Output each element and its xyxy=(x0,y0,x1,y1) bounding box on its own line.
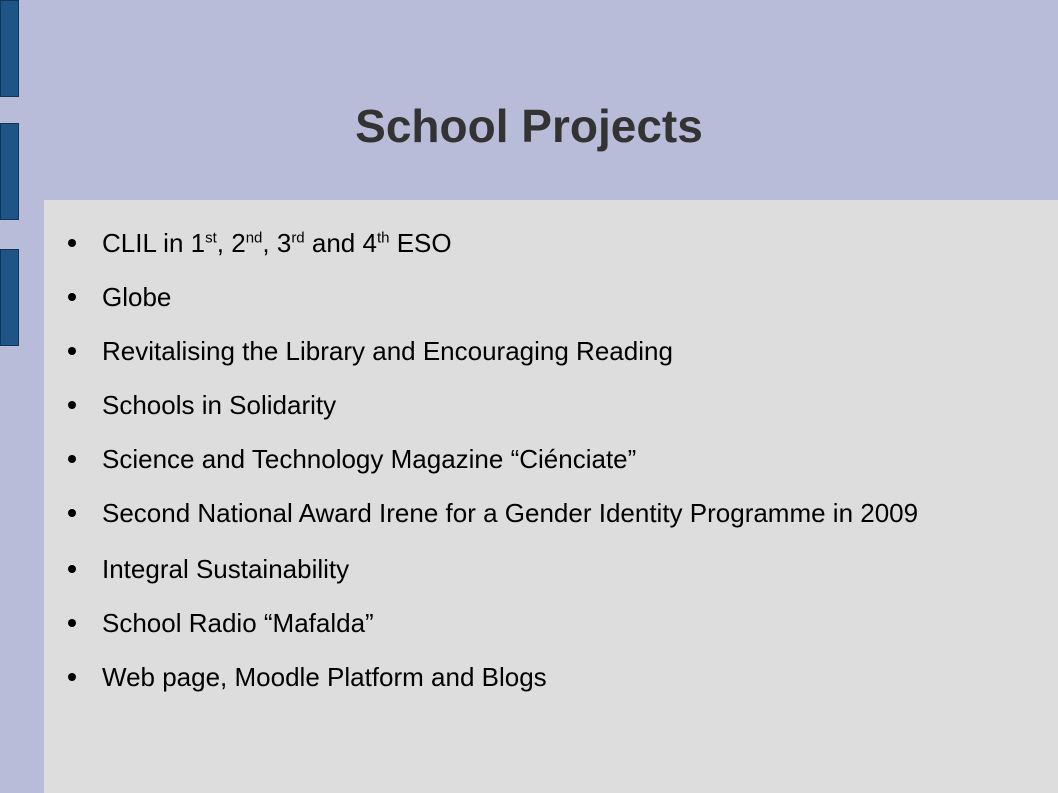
list-item xyxy=(68,608,1028,639)
bullet-dot-icon xyxy=(68,565,76,573)
bullet-dot-icon xyxy=(68,239,76,247)
list-item xyxy=(68,282,1028,313)
list-item xyxy=(68,554,1028,585)
list-item-text: Science and Technology Magazine “Ciénciate” xyxy=(102,444,637,474)
list-item-text: Web page, Moodle Platform and Blogs xyxy=(102,662,547,692)
decorative-side-bar-bottom xyxy=(0,249,19,346)
list-item xyxy=(68,336,1028,367)
list-item-text: CLIL in 1st, 2nd, 3rd and 4th ESO xyxy=(102,228,452,258)
bullet-dot-icon xyxy=(68,455,76,463)
bullet-dot-icon xyxy=(68,619,76,627)
list-item xyxy=(68,662,1028,693)
bullet-dot-icon xyxy=(68,401,76,409)
list-item xyxy=(68,228,1028,259)
bullet-dot-icon xyxy=(68,347,76,355)
bullet-list xyxy=(68,228,1028,716)
slide-title: School Projects xyxy=(355,100,703,152)
bullet-dot-icon xyxy=(68,293,76,301)
list-item-text: Revitalising the Library and Encouraging Reading xyxy=(102,336,673,366)
list-item xyxy=(68,498,1028,529)
bullet-dot-icon xyxy=(68,673,76,681)
bullet-dot-icon xyxy=(68,509,76,517)
list-item xyxy=(68,390,1028,421)
list-item-text: School Radio “Mafalda” xyxy=(102,608,374,638)
list-item-text: Schools in Solidarity xyxy=(102,390,337,420)
list-item-text: Integral Sustainability xyxy=(102,554,350,584)
list-item-text: Globe xyxy=(102,282,172,312)
list-item-text: Second National Award Irene for a Gender Identity Programme in 2009 xyxy=(102,498,919,528)
content-panel xyxy=(44,200,1058,793)
decorative-side-bar-top xyxy=(0,0,19,97)
list-item xyxy=(68,444,1028,475)
